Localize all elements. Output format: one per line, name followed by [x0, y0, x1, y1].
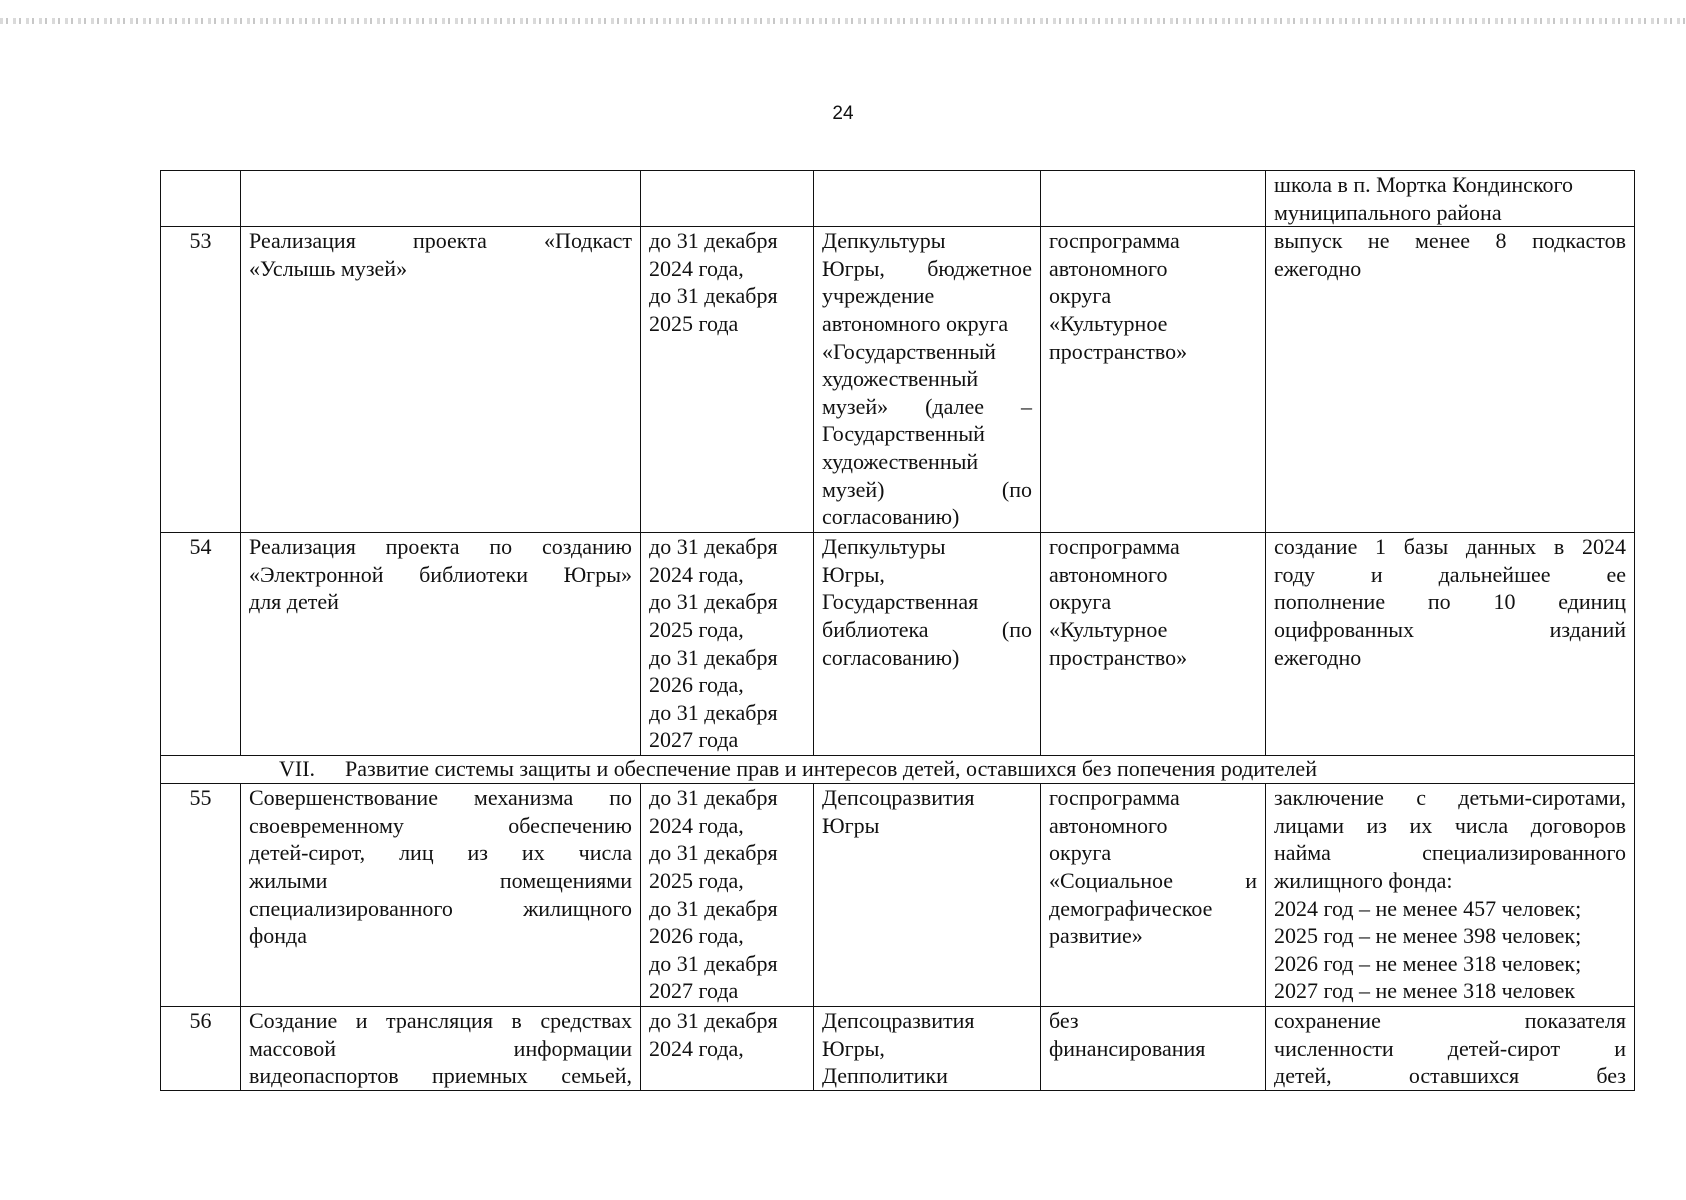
source-cell: госпрограмма автономного округа «Культурное пространство» [1041, 227, 1266, 533]
section-numeral: VII. [279, 756, 316, 782]
deadline-cell: до 31 декабря 2024 года, до 31 декабря 2025 года, до 31 декабря 2026 года, до 31 декабря 2027 года [641, 533, 814, 756]
source-cell: госпрограмма автономного округа «Социальное и демографическое развитие» [1041, 784, 1266, 1007]
table-row [161, 1007, 1635, 1091]
activity-cell [241, 171, 641, 227]
deadline-cell: до 31 декабря 2024 года, до 31 декабря 2025 года [641, 227, 814, 533]
table-row [161, 171, 1635, 227]
plan-table [160, 170, 1635, 1091]
section-title: Развитие системы защиты и обеспечение прав и интересов детей, оставшихся без попечения родителей [345, 756, 1317, 782]
executor-cell: Депсоцразвития Югры [814, 784, 1041, 1007]
activity-cell: Совершенствование механизма по своевременному обеспечению детей-сирот, лиц из их числа жилыми помещениями специализированного жилищного фонда [241, 784, 641, 1007]
section-heading [161, 756, 1635, 784]
result-cell: сохранение показателя численности детей-сирот и детей, оставшихся без [1266, 1007, 1635, 1091]
deadline-cell [641, 171, 814, 227]
executor-cell: Депсоцразвития Югры, Депполитики [814, 1007, 1041, 1091]
result-cell: школа в п. Мортка Кондинского муниципального района [1266, 171, 1635, 227]
result-cell: создание 1 базы данных в 2024 году и дальнейшее ее пополнение по 10 единиц оцифрованных изданий ежегодно [1266, 533, 1635, 756]
activity-cell: Создание и трансляция в средствах массовой информации видеопаспортов приемных семьей, [241, 1007, 641, 1091]
activity-cell: Реализация проекта по созданию «Электронной библиотеки Югры» для детей [241, 533, 641, 756]
deadline-cell: до 31 декабря 2024 года, [641, 1007, 814, 1091]
source-cell: госпрограмма автономного округа «Культурное пространство» [1041, 533, 1266, 756]
executor-cell: Депкультуры Югры, бюджетное учреждение автономного округа «Государственный художественный музей» (далее – Государственный художественный музей) (по согласованию) [814, 227, 1041, 533]
row-number-cell: 53 [161, 227, 241, 533]
row-number-cell [161, 171, 241, 227]
result-cell: выпуск не менее 8 подкастов ежегодно [1266, 227, 1635, 533]
deadline-cell: до 31 декабря 2024 года, до 31 декабря 2025 года, до 31 декабря 2026 года, до 31 декабря 2027 года [641, 784, 814, 1007]
row-number-cell: 56 [161, 1007, 241, 1091]
section-heading-row [161, 756, 1635, 784]
activity-cell: Реализация проекта «Подкаст «Услышь музей» [241, 227, 641, 533]
table-row [161, 533, 1635, 756]
table-row [161, 784, 1635, 1007]
scan-edge-artifact [0, 18, 1686, 24]
result-cell: заключение с детьми-сиротами, лицами из их числа договоров найма специализированного жилищного фонда: 2024 год – не менее 457 человек; 2025 год – не менее 398 человек; 2026 год – не менее 318 человек; 2027 год – не менее 318 человек [1266, 784, 1635, 1007]
source-cell [1041, 171, 1266, 227]
executor-cell [814, 171, 1041, 227]
source-cell: без финансирования [1041, 1007, 1266, 1091]
table-row [161, 227, 1635, 533]
executor-cell: Депкультуры Югры, Государственная библиотека (по согласованию) [814, 533, 1041, 756]
row-number-cell: 55 [161, 784, 241, 1007]
row-number-cell: 54 [161, 533, 241, 756]
page-number: 24 [832, 103, 854, 124]
